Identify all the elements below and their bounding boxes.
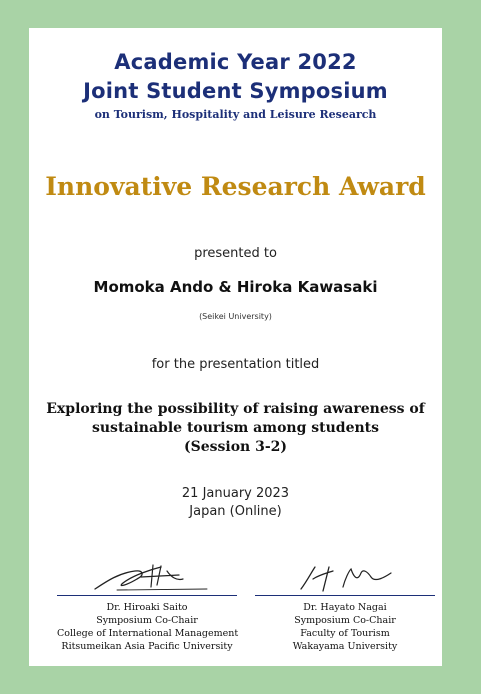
- presentation-title-line1: Exploring the possibility of raising awareness of: [46, 401, 425, 417]
- presentation-title-line2: sustainable tourism among students: [92, 420, 379, 436]
- signatory-name-left: Dr. Hiroaki Saito: [106, 602, 188, 613]
- symposium-name-heading: Joint Student Symposium: [83, 79, 388, 103]
- signature-line-right: [255, 595, 435, 596]
- recipient-affiliation: (Seikei University): [199, 312, 272, 321]
- presentation-intro-label: for the presentation titled: [151, 357, 320, 372]
- signatory-dept-right: Faculty of Tourism: [300, 628, 390, 639]
- symposium-subtitle: on Tourism, Hospitality and Leisure Research: [94, 108, 377, 121]
- signatory-name-right: Dr. Hayato Nagai: [303, 602, 387, 613]
- award-location: Japan (Online): [189, 504, 282, 519]
- presented-to-label: presented to: [194, 246, 277, 261]
- certificate: [29, 28, 442, 666]
- signature-saito-image: [57, 563, 237, 593]
- recipient-names: Momoka Ando & Hiroka Kawasaki: [93, 278, 378, 296]
- signature-nagai-image: [255, 563, 435, 593]
- signatory-org-left: Ritsumeikan Asia Pacific University: [61, 641, 233, 652]
- award-date: 21 January 2023: [181, 486, 290, 501]
- presentation-session: (Session 3-2): [183, 439, 288, 455]
- signatory-role-left: Symposium Co-Chair: [96, 615, 198, 626]
- signature-block-right: [255, 563, 435, 663]
- signatory-dept-left: College of International Management: [57, 628, 239, 639]
- symposium-year-heading: Academic Year 2022: [114, 50, 357, 74]
- award-title: Innovative Research Award: [45, 172, 426, 201]
- signatory-org-right: Wakayama University: [292, 641, 398, 652]
- signature-line-left: [57, 595, 237, 596]
- signatory-role-right: Symposium Co-Chair: [294, 615, 396, 626]
- signature-block-left: [57, 563, 237, 663]
